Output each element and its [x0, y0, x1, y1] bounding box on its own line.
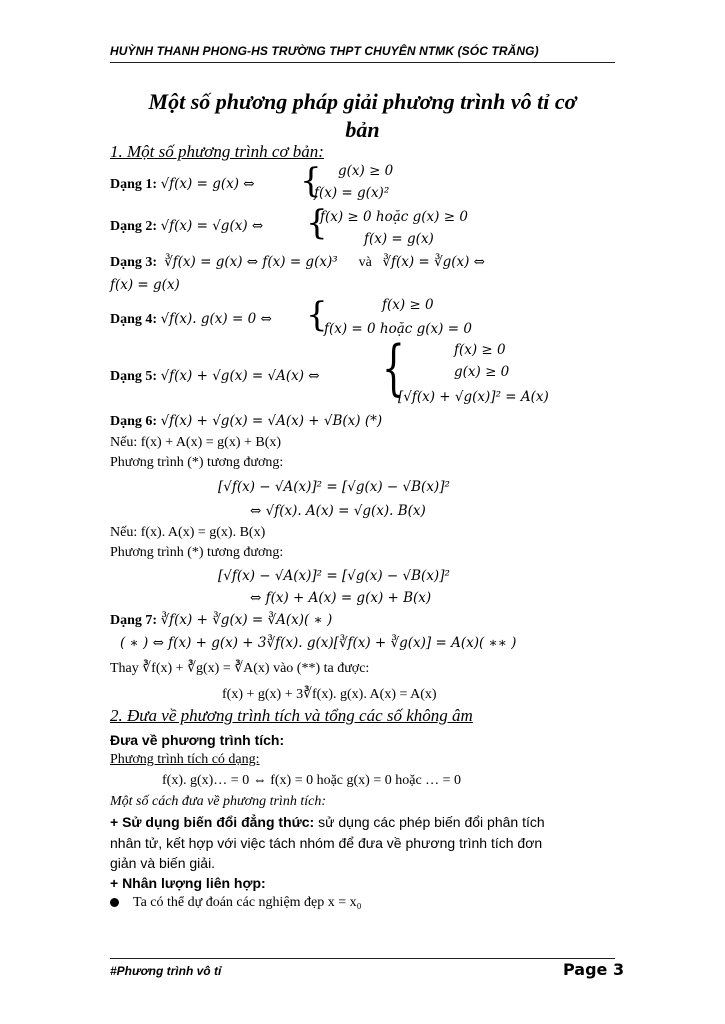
form-6-result-2: ⇔ √f(x). A(x) = √g(x). B(x)	[250, 503, 426, 519]
form-7-eq: ∛f(x) + ∛g(x) = ∛A(x)( ∗ )	[160, 612, 333, 628]
form-6-equiv-2: Phương trình (*) tương đương:	[110, 545, 284, 560]
form-1-label: Dạng 1:	[110, 177, 158, 192]
method-1-title: + Sử dụng biến đổi đẳng thức:	[110, 814, 315, 830]
product-form: f(x). g(x)… = 0 ⇔ f(x) = 0 hoặc g(x) = 0 hoặc … = 0	[162, 773, 462, 788]
ways-label: Một số cách đưa về phương trình tích:	[110, 794, 326, 809]
form-3-eq-1: ∛f(x) = g(x) ⇔ f(x) = g(x)³	[164, 254, 338, 270]
form-4-label: Dạng 4:	[110, 312, 158, 327]
brace-icon: {	[306, 295, 328, 335]
form-6-if-1: Nếu: f(x) + A(x) = g(x) + B(x)	[110, 435, 282, 450]
footer-rule	[110, 958, 615, 959]
form-3-and: và	[358, 255, 372, 270]
form-2-label: Dạng 2:	[110, 219, 158, 234]
form-3-label: Dạng 3:	[110, 255, 158, 270]
section-2-sub: Đưa về phương trình tích:	[110, 732, 285, 748]
brace-icon: {	[306, 203, 328, 243]
form-5-cond-2: g(x) ≥ 0	[454, 364, 510, 380]
form-7	[110, 611, 332, 630]
form-1-cond-1: g(x) ≥ 0	[338, 163, 394, 179]
form-6-result-4: ⇔ f(x) + A(x) = g(x) + B(x)	[250, 590, 432, 606]
brace-icon: {	[300, 161, 322, 201]
form-5-label: Dạng 5:	[110, 369, 158, 384]
footer-title: #Phương trình vô tỉ	[110, 964, 222, 978]
product-form-label: Phương trình tích có dạng:	[110, 752, 260, 767]
form-6-result-3: [√f(x) − √A(x)]² = [√g(x) − √B(x)]²	[218, 568, 450, 584]
form-1-cond-2: f(x) = g(x)²	[314, 185, 390, 201]
form-1	[110, 175, 255, 194]
method-1	[110, 813, 545, 831]
bullet-item	[110, 894, 362, 912]
document-title	[110, 88, 615, 144]
form-3-cont: f(x) = g(x)	[110, 277, 180, 293]
form-5	[110, 367, 320, 386]
form-6-equiv-1: Phương trình (*) tương đương:	[110, 455, 284, 470]
form-7-substitute: Thay ∛f(x) + ∛g(x) = ∛A(x) vào (**) ta được:	[110, 661, 370, 676]
form-4-cond-1: f(x) ≥ 0	[382, 297, 434, 313]
header-rule	[110, 62, 615, 63]
title-line-2: bản	[345, 117, 380, 142]
form-7-result: f(x) + g(x) + 3∛f(x). g(x). A(x) = A(x)	[222, 687, 437, 702]
method-1-line-2: nhân tử, kết hợp với việc tách nhóm để đưa về phương trình tích đơn	[110, 835, 543, 851]
bullet-icon	[110, 898, 119, 907]
form-2-cond-2: f(x) = g(x)	[364, 231, 434, 247]
method-2-title: + Nhân lượng liên hợp:	[110, 875, 266, 891]
form-3-eq-2: ∛f(x) = ∛g(x) ⇔	[382, 254, 485, 270]
form-7-label: Dạng 7:	[110, 613, 158, 628]
form-5-left: √f(x) + √g(x) = √A(x) ⇔	[160, 368, 320, 384]
form-2-cond-1: f(x) ≥ 0 hoặc g(x) ≥ 0	[320, 209, 468, 225]
form-4-left: √f(x). g(x) = 0 ⇔	[160, 311, 272, 327]
section-1-heading: 1. Một số phương trình cơ bản:	[110, 142, 324, 161]
form-6	[110, 412, 382, 431]
form-6-label: Dạng 6:	[110, 414, 158, 429]
form-5-cond-3: [√f(x) + √g(x)]² = A(x)	[398, 389, 549, 405]
form-4	[110, 310, 272, 329]
method-1-text: sử dụng các phép biến đổi phân tích	[314, 814, 545, 830]
page-number: Page 3	[563, 960, 625, 979]
form-6-if-2: Nếu: f(x). A(x) = g(x). B(x)	[110, 525, 266, 540]
form-2	[110, 217, 263, 236]
section-2-heading: 2. Đưa về phương trình tích và tổng các số không âm	[110, 706, 473, 725]
form-4-cond-2: f(x) = 0 hoặc g(x) = 0	[324, 321, 472, 337]
form-7-expansion: ( ∗ ) ⇔ f(x) + g(x) + 3∛f(x). g(x)[∛f(x) + ∛g(x)] = A(x)( ∗∗ )	[120, 635, 517, 651]
form-5-cond-1: f(x) ≥ 0	[454, 342, 506, 358]
brace-icon: {	[382, 333, 405, 403]
bullet-text: Ta có thể dự đoán các nghiệm đẹp x = x₀	[133, 895, 362, 910]
form-6-result-1: [√f(x) − √A(x)]² = [√g(x) − √B(x)]²	[218, 479, 450, 495]
title-line-1: Một số phương pháp giải phương trình vô tỉ cơ	[148, 89, 577, 114]
form-6-eq: √f(x) + √g(x) = √A(x) + √B(x) (*)	[160, 413, 383, 429]
page-header: HUỲNH THANH PHONG-HS TRƯỜNG THPT CHUYÊN NTMK (SÓC TRĂNG)	[110, 44, 539, 58]
form-1-left: √f(x) = g(x) ⇔	[160, 176, 255, 192]
method-1-line-3: giản và biến giải.	[110, 855, 216, 871]
form-3	[110, 253, 485, 272]
form-2-left: √f(x) = √g(x) ⇔	[160, 218, 264, 234]
